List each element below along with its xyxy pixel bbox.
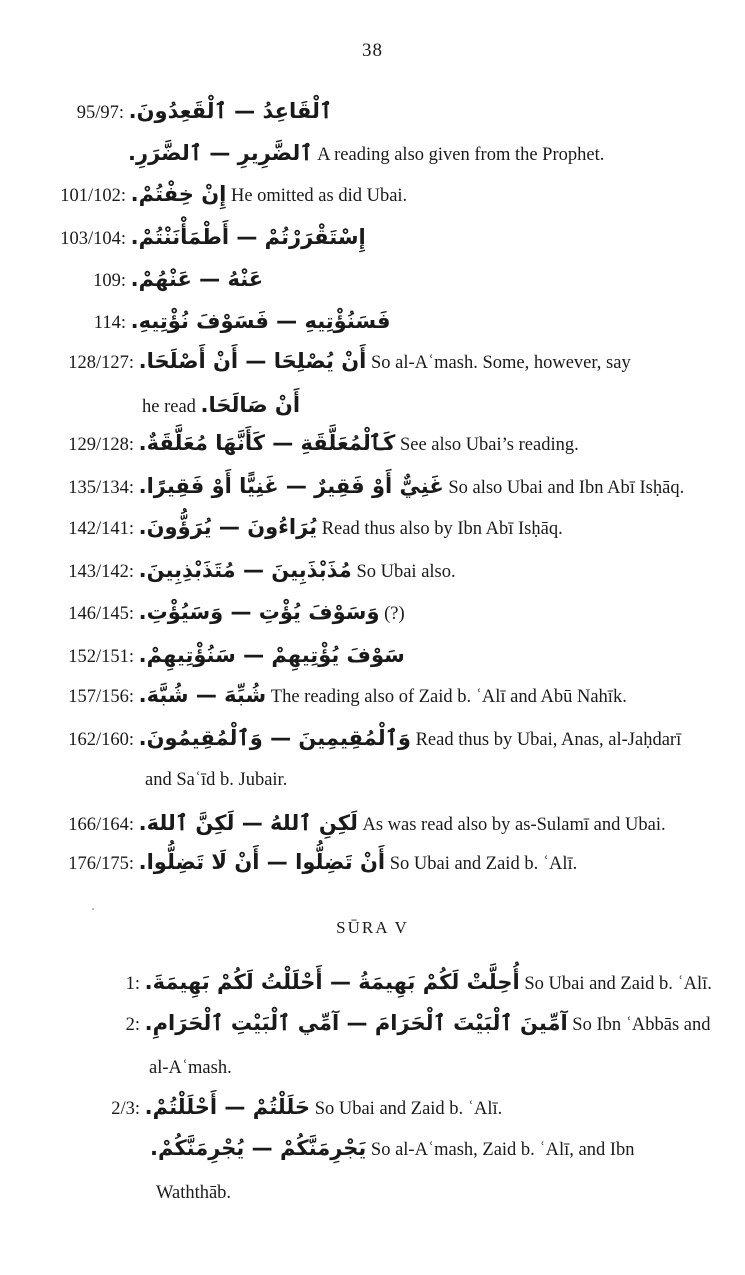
note-text: al-Aʿmash.: [149, 1058, 232, 1078]
note-text: A reading also given from the Prophet.: [317, 145, 605, 165]
verse-ref: 146/145:: [68, 604, 134, 624]
list-item: [42, 505, 563, 549]
verse-ref: 143/142:: [68, 562, 134, 582]
arabic-reading: أَنْ تَضِلُّوا — أَنْ لَا تَضِلُّوا.: [138, 850, 386, 874]
verse-ref: 2/3:: [111, 1099, 140, 1119]
verse-ref: 101/102:: [60, 186, 126, 206]
note-text: So Ibn ʿAbbās and: [572, 1015, 711, 1035]
list-item: [150, 1126, 634, 1170]
list-item: [42, 548, 456, 592]
note-text: So also Ubai and Ibn Abī Isḥāq.: [448, 478, 685, 498]
arabic-reading: فَسَنُؤْتِيهِ — فَسَوْفَ نُؤْتِيهِ.: [130, 309, 391, 333]
list-item: [42, 716, 681, 760]
note-text: So Ubai and Zaid b. ʿAlī.: [314, 1099, 503, 1119]
verse-ref: 109:: [93, 271, 126, 291]
note-text: he read: [142, 397, 196, 417]
list-item: [108, 960, 712, 1004]
page-number: 38: [362, 40, 383, 61]
note-text: (?): [384, 604, 405, 624]
arabic-reading: آمِّينَ ٱلْبَيْتَ ٱلْحَرَامَ — آمِّي ٱلْبَيْتِ ٱلْحَرَامِ.: [144, 1011, 568, 1035]
verse-ref: 128/127:: [68, 353, 134, 373]
list-item: [145, 758, 287, 802]
arabic-reading: مُذَبْذَبِينَ — مُتَذَبْذِبِينَ.: [138, 558, 352, 582]
verse-ref: 176/175:: [68, 854, 134, 874]
arabic-reading: غَنِيٌّ أَوْ فَقِيرٌ — غَنِيًّا أَوْ فَقِيرًا.: [138, 474, 444, 498]
arabic-reading: لَكِنِ ٱللهُ — لَكِنَّ ٱللهَ.: [138, 811, 358, 835]
arabic-reading: يُرَاءُونَ — يُرَؤُّونَ.: [138, 515, 318, 539]
verse-ref: 157/156:: [68, 687, 134, 707]
list-item: [60, 89, 332, 133]
note-text: As was read also by as-Sulamī and Ubai.: [362, 815, 666, 835]
list-item: [42, 339, 631, 383]
note-text: and Saʿīd b. Jubair.: [145, 770, 288, 790]
arabic-reading: إِنْ خِفْتُمْ.: [130, 182, 227, 206]
list-item: [156, 1171, 231, 1215]
list-item: [42, 801, 666, 845]
arabic-reading: يَجْرِمَنَّكُمْ — يُجْرِمَنَّكُمْ.: [150, 1136, 367, 1160]
verse-ref: 135/134:: [68, 478, 134, 498]
arabic-reading: كَٱلْمُعَلَّقَةِ — كَأَنَّهَا مُعَلَّقَةٌ.: [138, 431, 396, 455]
note-text: So al-Aʿmash, Zaid b. ʿAlī, and Ibn: [370, 1140, 635, 1160]
arabic-reading: أَنْ يُصْلِحَا — أَنْ أَصْلَحَا.: [138, 349, 367, 373]
note-text: He omitted as did Ubai.: [230, 186, 408, 206]
verse-ref: 162/160:: [68, 730, 134, 750]
verse-ref: 95/97:: [76, 103, 124, 123]
verse-ref: 142/141:: [68, 519, 134, 539]
list-item: [42, 464, 684, 508]
verse-ref: 152/151:: [68, 647, 134, 667]
list-item: [42, 633, 405, 677]
note-text: So al-Aʿmash. Some, however, say: [370, 353, 631, 373]
list-item: [108, 1001, 711, 1045]
list-item: [42, 215, 366, 259]
verse-ref: 103/104:: [60, 229, 126, 249]
verse-ref: 114:: [93, 313, 126, 333]
note-text: So Ubai and Zaid b. ʿAlī.: [524, 974, 712, 994]
list-item: [42, 299, 391, 343]
arabic-reading: إِسْتَقْرَرْتُمْ — أَطْمَأْنَنْتُمْ.: [130, 225, 366, 249]
arabic-reading: ٱلضَّرِيرِ — ٱلضَّرَرِ.: [128, 141, 313, 165]
list-item: [42, 172, 407, 216]
note-text: Waththāb.: [156, 1183, 232, 1203]
list-item: [42, 590, 405, 634]
arabic-reading: سَوْفَ يُؤْتِيهِمْ — سَنُؤْتِيهِمْ.: [138, 643, 405, 667]
list-item: [42, 673, 627, 717]
list-item: [42, 840, 577, 884]
arabic-reading: وَسَوْفَ يُؤْتِ — وَسَيُؤْتِ.: [138, 600, 380, 624]
note-text: Read thus by Ubai, Anas, al-Jaḥdarī: [415, 730, 682, 750]
arabic-reading: أَنْ صَالَحَا.: [200, 393, 301, 417]
note-text: The reading also of Zaid b. ʿAlī and Abū Nahīk.: [270, 687, 627, 707]
verse-ref: 1:: [125, 974, 140, 994]
arabic-reading: أُحِلَّتْ لَكُمْ بَهِيمَةُ — أَحْلَلْتُ لَكُمْ بَهِيمَةَ.: [144, 970, 520, 994]
note-text: So Ubai also.: [356, 562, 456, 582]
list-item: [149, 1046, 232, 1090]
verse-ref: 166/164:: [68, 815, 134, 835]
list-item: [42, 421, 579, 465]
list-item: [128, 131, 604, 175]
note-text: See also Ubai’s reading.: [399, 435, 579, 455]
note-text: So Ubai and Zaid b. ʿAlī.: [389, 854, 578, 874]
list-item: [42, 257, 263, 301]
sura-heading: SŪRA V: [336, 918, 409, 937]
scan-speck: [92, 908, 94, 910]
note-text: Read thus also by Ibn Abī Isḥāq.: [321, 519, 563, 539]
arabic-reading: ٱلْقَاعِدُ — ٱلْقَعِدُونَ.: [128, 99, 333, 123]
arabic-reading: عَنْهُ — عَنْهُمْ.: [130, 267, 264, 291]
verse-ref: 129/128:: [68, 435, 134, 455]
list-item: [96, 1085, 502, 1129]
arabic-reading: وَٱلْمُقِيمِينَ — وَٱلْمُقِيمُونَ.: [138, 726, 411, 750]
arabic-reading: حَلَلْتُمْ — أَحْلَلْتُمْ.: [144, 1095, 311, 1119]
verse-ref: 2:: [125, 1015, 140, 1035]
arabic-reading: شُبِّهَ — شُبَّهَ.: [138, 683, 267, 707]
